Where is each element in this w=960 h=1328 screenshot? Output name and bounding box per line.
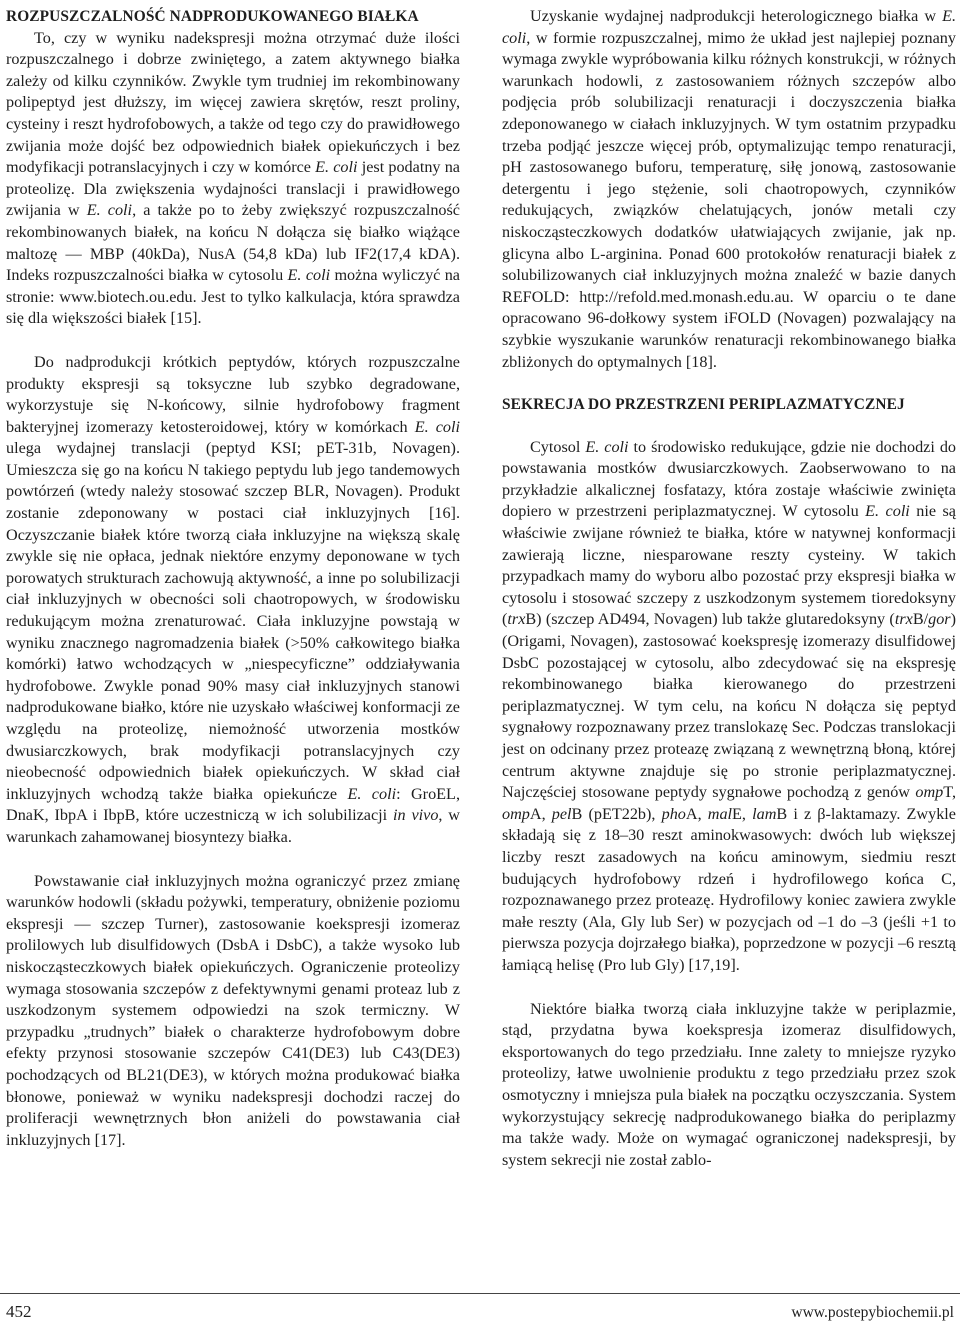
- text-run: jest podatny na proteolizę. Dla zwiększenia wydajności translacji i prawidłowego zwijania w: [6, 158, 460, 220]
- text-run: A,: [685, 804, 708, 823]
- text-run: T,: [943, 783, 956, 802]
- text-run: to środowisko redukujące, gdzie nie dochodzi do powstawania mostków dwusiarczkowych. Zaobserwowano to na przykładzie alkalicznej fosfatazy, która zostaje właściwie zwinięta dopiero w przestrzeni periplazmatycznej. W cytosolu: [502, 437, 957, 521]
- text-run: E,: [732, 804, 753, 823]
- text-run: Niektóre białka tworzą ciała inkluzyjne także w periplazmie, stąd, przydatna bywa koekspresja izomeraz disulfidowych, eksportowanych do tego przedziału. Inne zalety to mniejsze ryzyko proteolizy, łatwe uwolnienie produktu z tego przedziału przez szok osmotyczny i mniejsza pula białek na początku oczyszczania. System wykorzystujący sekrecję nadprodukowanego białka do periplazmy ma także wady. Może on wymagać ograniczonej nadekspresji, by system sekrecji nie został zablo-: [502, 999, 956, 1169]
- italic-run: E. coli: [315, 158, 358, 177]
- text-run: ulega wydajnej translacji (peptyd KSI; pET-31b, Novagen). Umieszcza się go na końcu N takiego peptydu lub jego tandemowych powtórzeń (wtedy należy stosować szczep BLR, Novagen). Produkt zostanie zdeponowany w postaci ciał inkluzyjnych [16]. Oczyszczanie białek które tworzą ciała inkluzyjne na większą skalę zwykle się nie opłaca, jednak niektóre enzymy deponowane w tych porowatych strukturach zachowują aktywność, a inne po solubilizacji ciał inkluzyjnych w obecności soli chaotropowych, w środowisku redukującym można zrenaturować. Ciała inkluzyjne powstają w wyniku znacznego nagromadzenia białek (>50% całkowitego białka komórki) łatwo wchodzących w „niespecyficzne” oddziaływania hydrofobowe. Zwykle ponad 90% masy ciał inkluzyjnych stanowi nadprodukowane białko, które nie uzyskało właściwej konformacji ze względu na proteolizę, niemożność utworzenia mostków dwusiarczkowych, brak modyfikacji potranslacyjnych czy nieobecność odpowiednich białek opiekuńczych. W skład ciał inkluzyjnych wchodzą także białka opiekuńcze: [6, 439, 460, 803]
- text-run: Powstawanie ciał inkluzyjnych można ograniczyć przez zmianę warunków hodowli (składu pożywki, temperatury, obniżenie poziomu ekspresji — szczep Turner), zastosowanie koekspresji izomeraz prolilowych lub disulfidowych (DsbA i DsbC), a także wysoko lub niskocząsteczkowych białek opiekuńczych. Ograniczenie proteolizy wymaga stosowania szczepów z defektywnymi genami proteaz lub z uszkodzonym systemem odpowiedzi na szok termiczny. W przypadku „trudnych” białek o charakterze hydrofobowym dobre efekty przynosi stosowanie szczepów C41(DE3) lub C43(DE3) pochodzących od BL21(DE3), w których można produkować białka błonowe, ponieważ w wyniku nadekspresji dochodzi raczej do proliferacji wewnętrznych błon aniżeli do powstawania ciał inkluzyjnych [17].: [6, 871, 460, 1149]
- text-run: B i z β-laktamazy. Zwykle składają się z 18–30 reszt aminokwasowych: dwóch lub większej liczby reszt zasadowych na końcu aminowym, siedmiu reszt budujących hydrofobowy rdzeń i hydrofilowego końca C, rozpoznawanego przez proteazę. Hydrofilowy koniec zawiera zwykle małe reszty (Ala, Gly lub Ser) w pozycjach od –1 do –3 (jeśli +1 to pierwsza pozycja dojrzałego białka), poprzedzone w pozycji –6 resztą łamiącą helisę (Pro lub Gly) [17,19].: [502, 804, 956, 974]
- italic-run: in vivo: [393, 806, 439, 825]
- italic-run: E. coli: [865, 502, 910, 521]
- section-heading-solubility: ROZPUSZCZALNOŚĆ NADPRODUKOWANEGO BIAŁKA: [6, 8, 419, 25]
- italic-run: omp: [915, 783, 944, 802]
- text-run: A,: [529, 804, 552, 823]
- italic-run: E. coli: [86, 201, 133, 220]
- section-heading-periplasm-secretion: SEKRECJA DO PRZESTRZENI PERIPLAZMATYCZNEJ: [502, 396, 905, 414]
- italic-run: E. coli: [347, 784, 397, 803]
- italic-run: E. coli: [287, 266, 331, 285]
- paragraph: [6, 871, 460, 1152]
- text-run: można wyliczyć na stronie: www.biotech.ou.edu. Jest to tylko kalkulacja, która sprawdza się dla większości białek [15].: [6, 266, 460, 328]
- right-column: [502, 6, 956, 1171]
- italic-run: lam: [752, 804, 777, 823]
- text-run: B/: [912, 610, 929, 629]
- italic-run: E. coli: [414, 417, 460, 436]
- text-run: , w formie rozpuszczalnej, mimo że układ jest najlepiej poznany wymaga zwykle wypróbowania kilku różnych konstrukcji, w różnych warunkach hodowli, z zastosowaniem różnych szczepów albo podjęcia prób solubilizacji renaturacji i doczyszczenia białka zdeponowanego w ciałach inkluzyjnych. W tym ostatnim przypadku trzeba podjąć jeszcze więcej prób, optymalizując tempo renaturacji, pH zastosowanego buforu, temperaturę, siłę jonową, zastosowanie detergentu i jego stężenie, soli chaotropowych, czynników redukujących, związków chelatujących, jonów metali czy niskocząsteczkowych dodatków ułatwiających zwijanie, jak np. glicyna albo L-arginina. Ponad 600 protokołów renaturacji białek z solubilizowanych ciał inkluzyjnych można znaleźć w bazie danych REFOLD: http://refold.med.monash.edu.au. W oparciu o te dane opracowano 96-dołkowy system iFOLD (Novagen) pozwalający na szybkie wyszukanie warunków renaturacji rekombinowanego białka zbliżonych do optymalnych [18].: [502, 28, 956, 371]
- page-number: 452: [6, 1302, 32, 1321]
- paragraph: [502, 437, 956, 977]
- italic-run: omp: [502, 804, 530, 823]
- italic-run: mal: [707, 804, 733, 823]
- text-run: ) (Origami, Novagen), zastosować koekspresję izomerazy disulfidowej DsbC pozostającej w cytosolu, albo zdecydować się na ekspresję rekombinowanego białka kierowanego do przestrzeni periplazmatycznej. W tym celu, na końcu N dołącza się peptyd sygnałowy rozpoznawany przez translokazę Sec. Podczas translokacji jest on odcinany przez proteazę związaną z wewnętrzną błoną, której centrum aktywne znajduje się po stronie periplazmatycznej. Najczęściej stosowane peptydy sygnałowe pochodzą z genów: [502, 610, 956, 802]
- left-column: [6, 6, 460, 1151]
- italic-run: trx: [894, 610, 913, 629]
- italic-run: pel: [551, 804, 572, 823]
- text-run: Uzyskanie wydajnej nadprodukcji heterologicznego białka w: [530, 7, 943, 25]
- paragraph: [6, 28, 460, 330]
- italic-run: E. coli: [502, 7, 956, 47]
- italic-run: pho: [661, 804, 686, 823]
- text-run: B) (szczep AD494, Novagen) lub także glutaredoksyny (: [525, 610, 895, 629]
- italic-run: gor: [928, 610, 951, 629]
- text-run: To, czy w wyniku nadekspresji można otrzymać duże ilości rozpuszczalnego i dobrze zwiniętego, a zatem aktywnego białka zależy od kilku czynników. Zwykle tym trudniej im rekombinowany polipeptyd jest dłuższy, im więcej zawiera skrętów, reszt proliny, cysteiny i reszt hydrofobowych, a także od tego czy do prawidłowego zwijania może dojść bez odpowiednich białek opiekuńczych i bez modyfikacji potranslacyjnych i czy w komórce: [6, 28, 460, 177]
- italic-run: trx: [507, 610, 526, 629]
- text-run: nie są właściwie zwijane również te białka, które w natywnej konformacji zawierają liczne, niesparowane reszty cysteiny. W takich przypadkach mamy do wyboru albo pozostać przy ekspresji białka w cytosolu i stosować szczepy z uszkodzonym systemem tioredoksyny (: [502, 502, 956, 629]
- paragraph: [502, 6, 956, 373]
- paragraph: [6, 352, 460, 849]
- text-run: , w warunkach zahamowanej biosyntezy białka.: [6, 806, 460, 846]
- paragraph: [502, 999, 956, 1172]
- text-run: : GroEL, DnaK, IbpA i IbpB, które uczestniczą w ich solubilizacji: [6, 784, 460, 825]
- footer-divider: [0, 1293, 960, 1294]
- text-run: B (pET22b),: [571, 804, 662, 823]
- text-run: Cytosol: [530, 437, 586, 456]
- journal-url: www.postepybiochemii.pl: [791, 1304, 954, 1321]
- text-run: Do nadprodukcji krótkich peptydów, których rozpuszczalne produkty ekspresji są toksyczne lub szybko degradowane, wykorzystuje się N-końcowy, silnie hydrofobowy fragment bakteryjnej izomerazy ketosteroidowej, który w komórkach: [6, 352, 460, 436]
- text-run: , a także po to żeby zwiększyć rozpuszczalność rekombinowanych białek, na końcu N dołącza się białko wiążące maltozę — MBP (40kDa), NusA (54,8 kDa) lub IF2(17,4 kDA). Indeks rozpuszczalności białka w cytosolu: [6, 201, 460, 285]
- italic-run: E. coli: [585, 437, 629, 456]
